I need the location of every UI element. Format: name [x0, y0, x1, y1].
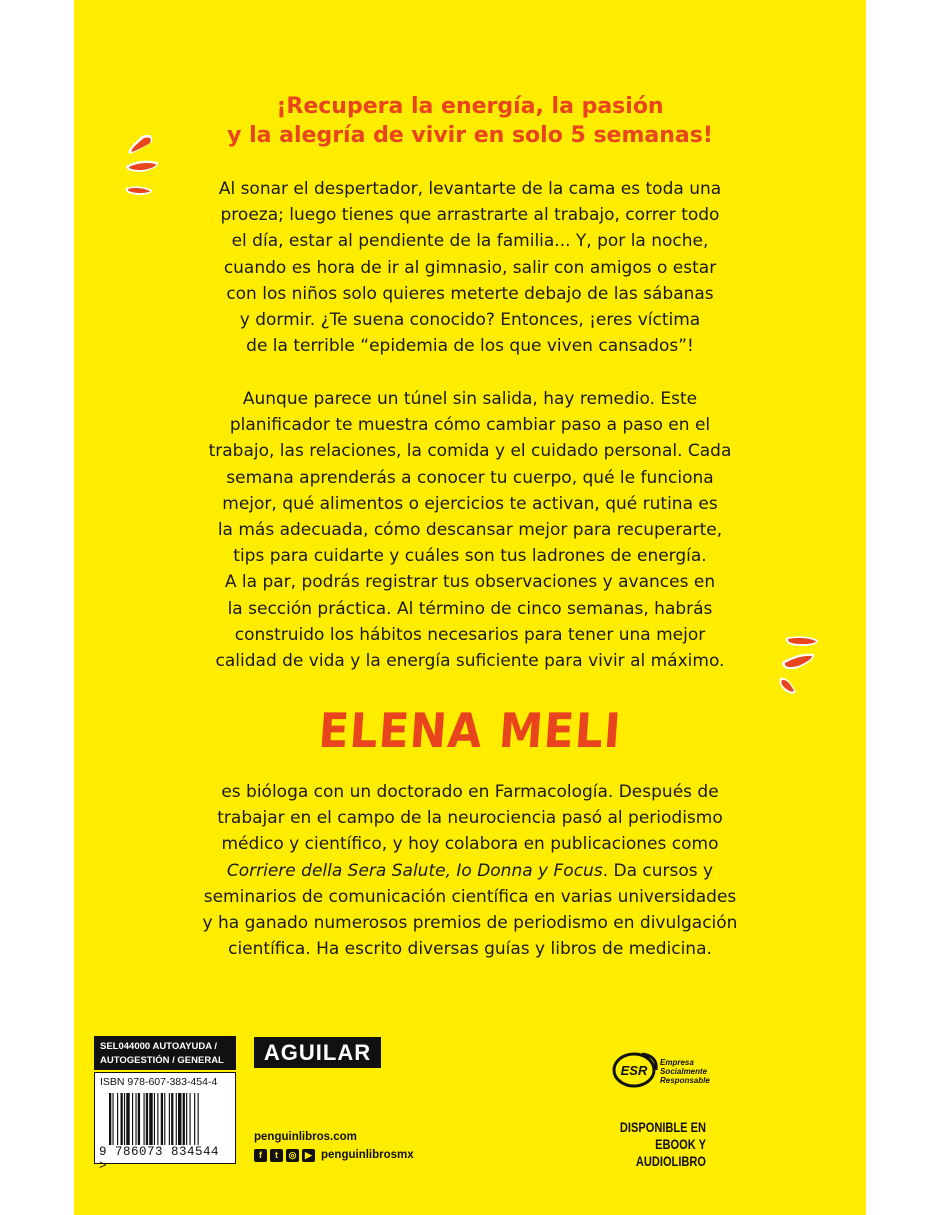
- barcode-stripe: [176, 1093, 177, 1145]
- text-line: calidad de vida y la energía suficiente para vivir al máximo.: [215, 651, 725, 672]
- text-line: [74, 858, 866, 884]
- barcode-stripe: [112, 1093, 113, 1145]
- barcode-stripe: [198, 1093, 199, 1145]
- twitter-icon[interactable]: t: [270, 1149, 283, 1162]
- esr-logo-icon: [612, 1050, 660, 1090]
- barcode-stripe: [132, 1093, 133, 1145]
- text-line: construido los hábitos necesarios para tener una mejor: [234, 624, 706, 645]
- barcode-stripe: [164, 1093, 165, 1145]
- barcode-stripe: [194, 1093, 195, 1145]
- text-line: y ha ganado numerosos premios de periodismo en divulgación: [202, 913, 738, 934]
- author-name: ELENA MELI: [316, 703, 624, 759]
- availability-line: DISPONIBLE EN: [619, 1120, 706, 1135]
- barcode-stripe: [186, 1093, 187, 1145]
- barcode-stripe: [135, 1093, 136, 1145]
- text-line: y dormir. ¿Te suena conocido? Entonces, ¡eres víctima: [239, 310, 701, 331]
- youtube-icon[interactable]: ▶: [302, 1149, 315, 1162]
- esr-logo-text: ESR: [620, 1063, 648, 1078]
- barcode-stripe: [117, 1093, 118, 1145]
- text-line: tips para cuidarte y cuáles son tus ladrones de energía.: [233, 546, 707, 567]
- text-line: trabajar en el campo de la neurociencia pasó al periodismo: [217, 808, 723, 829]
- esr-line: Responsable: [660, 1076, 710, 1085]
- headline: [74, 92, 866, 150]
- ean-number: 9 786073 834544 >: [99, 1145, 220, 1173]
- barcode-stripe: [157, 1093, 158, 1145]
- barcode-stripe: [178, 1093, 181, 1145]
- isbn-number: ISBN 978-607-383-454-4: [100, 1076, 218, 1088]
- description-paragraph-1: [74, 176, 866, 359]
- text-line: con los niños solo quieres meterte debajo de las sábanas: [226, 283, 714, 304]
- barcode-stripe: [146, 1093, 148, 1145]
- barcode-stripe: [190, 1093, 191, 1145]
- barcode-stripe: [109, 1093, 111, 1145]
- barcode-stripe: [124, 1093, 125, 1145]
- social-handle[interactable]: penguinlibrosmx: [321, 1149, 414, 1161]
- author-bio: [74, 779, 866, 962]
- category-line: AUTOGESTIÓN / GENERAL: [100, 1055, 224, 1066]
- barcode-stripe: [126, 1093, 129, 1145]
- text-line: médico y científico, y hoy colabora en publicaciones como: [221, 834, 719, 855]
- social-links: [254, 1148, 414, 1162]
- text-line: mejor, qué alimentos o ejercicios te activan, qué rutina es: [222, 493, 718, 514]
- barcode-stripe: [171, 1093, 173, 1145]
- description-paragraph-2: [74, 386, 866, 674]
- text-line: semana aprenderás a conocer tu cuerpo, qué le funciona: [226, 467, 714, 488]
- barcode-stripe: [121, 1093, 123, 1145]
- text-line: el día, estar al pendiente de la familia... Y, por la noche,: [231, 231, 709, 252]
- text-line: científica. Ha escrito diversas guías y libros de medicina.: [228, 939, 712, 960]
- barcode-stripe: [138, 1093, 140, 1145]
- facebook-icon[interactable]: f: [254, 1149, 267, 1162]
- barcode-stripe: [183, 1093, 185, 1145]
- text-line: planificador te muestra cómo cambiar paso a paso en el: [229, 415, 711, 436]
- back-cover: [74, 0, 866, 1215]
- category-line: SEL044000 AUTOAYUDA /: [100, 1041, 218, 1052]
- category-label: [94, 1036, 236, 1070]
- barcode-stripe: [161, 1093, 163, 1145]
- text-line: es bióloga con un doctorado en Farmacología. Después de: [221, 782, 719, 802]
- text-line: la más adecuada, cómo descansar mejor para recuperarte,: [217, 520, 723, 541]
- barcode-stripe: [144, 1093, 145, 1145]
- esr-label: [660, 1058, 710, 1085]
- headline-line: y la alegría de vivir en solo 5 semanas!: [227, 123, 713, 148]
- text-line: cuando es hora de ir al gimnasio, salir con amigos o estar: [223, 257, 717, 278]
- barcode-stripe: [154, 1093, 155, 1145]
- publication-titles: Corriere della Sera Salute, Io Donna y Focus: [226, 860, 603, 881]
- text-line: trabajo, las relaciones, la comida y el cuidado personal. Cada: [208, 441, 732, 462]
- availability-line: EBOOK Y AUDIOLIBRO: [635, 1137, 706, 1169]
- text-line: proeza; luego tienes que arrastrarte al trabajo, correr todo: [220, 205, 720, 226]
- barcode-stripe: [169, 1093, 170, 1145]
- text-line: Aunque parece un túnel sin salida, hay remedio. Este: [242, 389, 698, 409]
- esr-line: Empresa: [660, 1058, 694, 1067]
- text-fragment: . Da cursos y: [602, 860, 714, 881]
- barcode-stripe: [149, 1093, 152, 1145]
- barcode: [94, 1072, 236, 1173]
- esr-line: Socialmente: [660, 1067, 708, 1076]
- text-line: la sección práctica. Al término de cinco semanas, habrás: [227, 598, 713, 619]
- availability-note: [586, 1119, 706, 1170]
- text-line: A la par, podrás registrar tus observaciones y avances en: [224, 572, 716, 593]
- text-line: de la terrible “epidemia de los que viven cansados”!: [246, 336, 694, 357]
- barcode-bars: [109, 1093, 229, 1145]
- headline-line: ¡Recupera la energía, la pasión: [276, 94, 664, 119]
- text-line: seminarios de comunicación científica en varias universidades: [203, 886, 737, 907]
- publisher-logo: AGUILAR: [254, 1037, 381, 1068]
- instagram-icon[interactable]: ◎: [286, 1149, 299, 1162]
- website-link[interactable]: penguinlibros.com: [254, 1131, 357, 1143]
- spark-decoration-right: [774, 632, 824, 698]
- text-line: Al sonar el despertador, levantarte de la cama es toda una: [218, 179, 722, 199]
